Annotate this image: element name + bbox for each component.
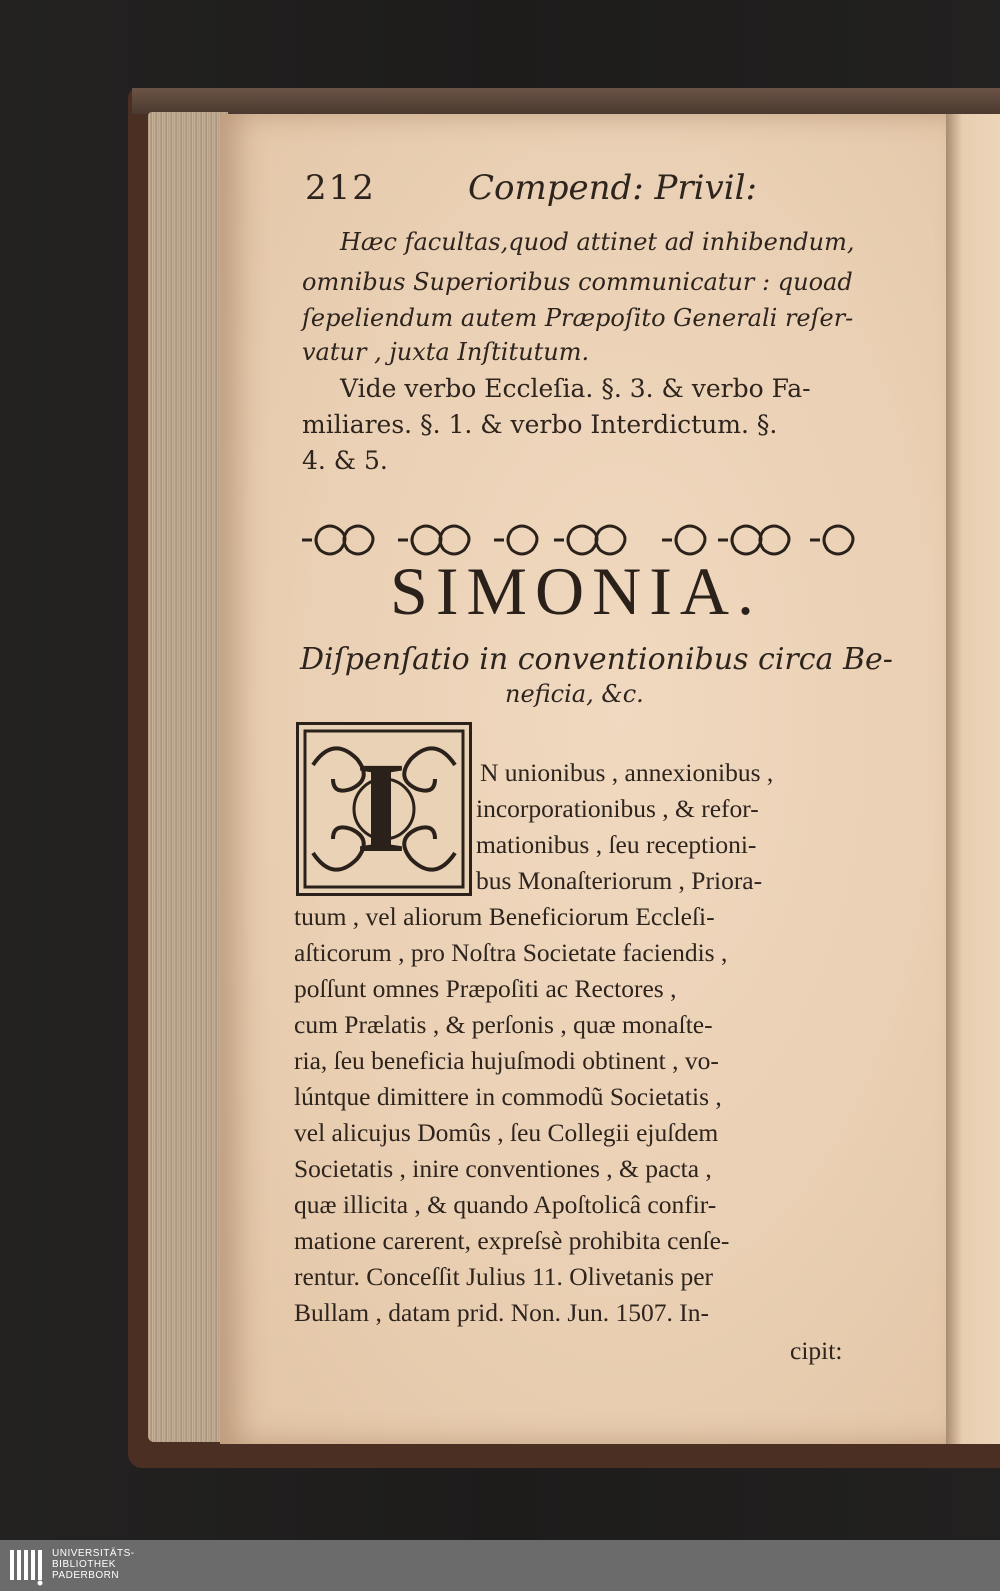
text-line: ria, ſeu beneficia hujuſmodi obtinent , vo-	[294, 1046, 719, 1075]
text-line: N unionibus , annexionibus ,	[480, 758, 774, 787]
text-line: 4. & 5.	[302, 446, 388, 475]
running-title: Compend: Privil:	[468, 168, 757, 208]
page-number: 212	[305, 168, 376, 208]
text-line: Bullam , datam prid. Non. Jun. 1507. In-	[294, 1298, 710, 1327]
decorated-initial	[296, 722, 472, 896]
text-line: bus Monaſteriorum , Priora-	[476, 866, 763, 895]
text-line: cum Prælatis , & perſonis , quæ monaſte-	[294, 1010, 713, 1039]
library-footer	[0, 1540, 1000, 1591]
text-line: poſſunt omnes Præpoſiti ac Rectores ,	[294, 974, 677, 1003]
text-line: mationibus , ſeu receptioni-	[476, 830, 757, 859]
text-line: vel alicujus Domûs , ſeu Collegii ejuſdem	[294, 1118, 719, 1147]
initial-letter: I	[355, 736, 407, 880]
text-line: Hæc facultas,quod attinet ad inhibendum,	[340, 228, 855, 256]
facing-page-edge	[946, 114, 1000, 1444]
book-cover-top	[132, 88, 1000, 114]
library-logo-icon	[8, 1546, 46, 1586]
text-line: quæ illicita , & quando Apoſtolicâ confir-	[294, 1190, 717, 1219]
text-line: tuum , vel aliorum Beneficiorum Eccleſi-	[294, 902, 715, 931]
library-name-line: UNIVERSITÄTS-	[52, 1548, 135, 1559]
text-line: lúntque dimittere in commodũ Societatis ,	[294, 1082, 722, 1111]
catchword: cipit:	[790, 1336, 843, 1365]
page-edges	[148, 112, 228, 1442]
text-line: aſticorum , pro Noſtra Societate faciendis ,	[294, 938, 728, 967]
text-line: Vide verbo Eccleſia. §. 3. & verbo Fa-	[340, 374, 811, 403]
section-subtitle: neficia, &c.	[505, 680, 644, 708]
text-line: matione carerent, expreſsè prohibita cenſe-	[294, 1226, 730, 1255]
text-line: vatur , juxta Inſtitutum.	[302, 338, 590, 366]
text-line: ſepeliendum autem Præpoſito Generali reſer-	[302, 304, 854, 332]
text-line: omnibus Superioribus communicatur : quoad	[302, 268, 853, 296]
library-name-line: PADERBORN	[52, 1570, 120, 1581]
text-line: Societatis , inire conventiones , & pacta ,	[294, 1154, 712, 1183]
section-subtitle: Diſpenſatio in conventionibus circa Be-	[300, 642, 893, 677]
text-line: incorporationibus , & refor-	[476, 794, 759, 823]
text-line: rentur. Conceſſit Julius 11. Olivetanis per	[294, 1262, 714, 1291]
section-heading: SIMONIA.	[390, 553, 762, 629]
text-line: miliares. §. 1. & verbo Interdictum. §.	[302, 410, 778, 439]
library-name-line: BIBLIOTHEK	[52, 1559, 116, 1570]
